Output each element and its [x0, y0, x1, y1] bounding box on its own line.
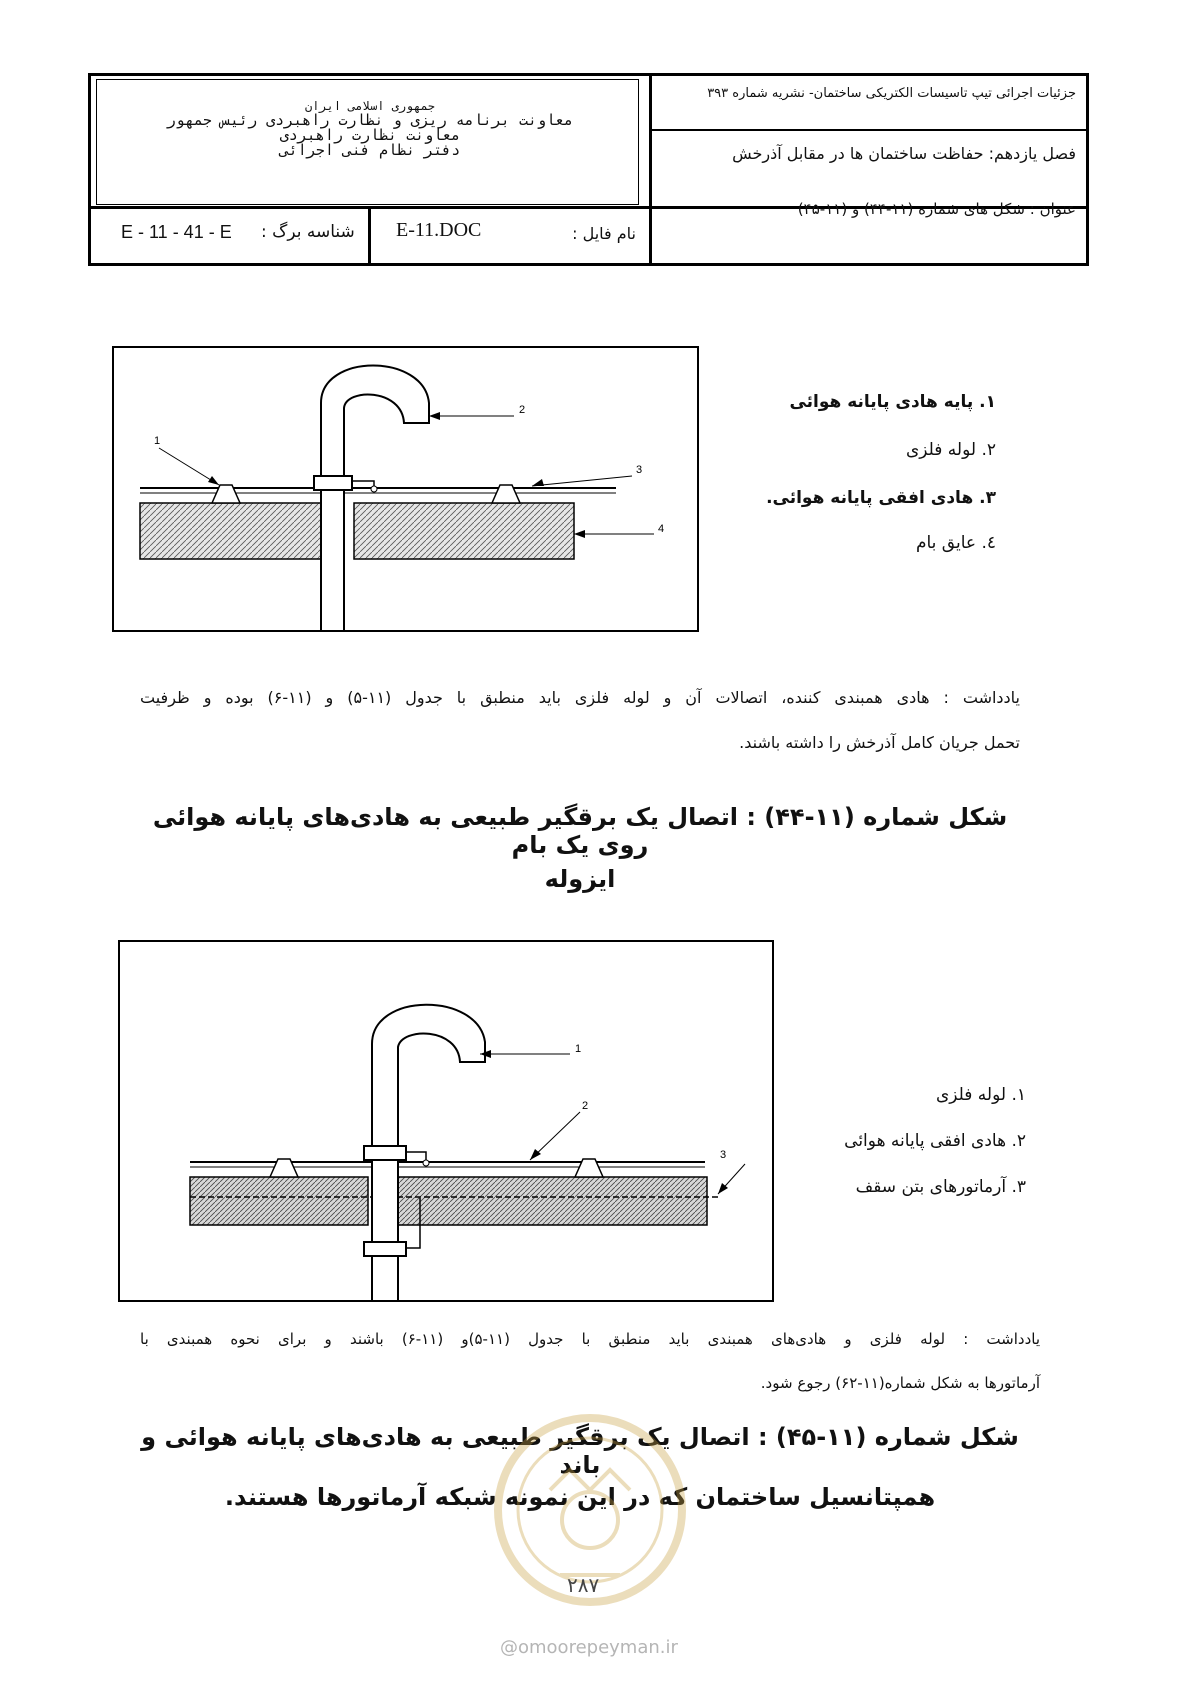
file-label: نام فایل : — [572, 224, 636, 243]
callout-4: 4 — [658, 523, 665, 535]
figure-45-note-line-2: آرماتورها به شکل شماره(۱۱-۶۲) رجوع شود. — [760, 1374, 1040, 1392]
chapter-title: فصل یازدهم: حفاظت ساختمان ها در مقابل آذرخش — [732, 144, 1076, 163]
figure-44-legend-3: ۳. هادی افقی پایانه هوائی. — [766, 488, 996, 508]
sheet-id-value: E - 11 - 41 - E — [121, 222, 232, 242]
concrete-slab-right — [395, 1177, 707, 1225]
callout-1: 1 — [154, 435, 161, 447]
figure-44-legend-1: ۱. پایه هادی پایانه هوائی — [789, 392, 996, 412]
figure-44-svg — [114, 348, 697, 630]
header-divider-file — [368, 207, 371, 263]
figure-45-legend-1: ۱. لوله فلزی — [935, 1085, 1026, 1105]
at-icon: @ — [500, 1637, 518, 1658]
roof-insulation-left — [140, 503, 332, 559]
concrete-slab-left — [190, 1177, 368, 1225]
watermark-site: @omoorepeyman.ir — [500, 1637, 678, 1658]
header-divider-h1 — [652, 129, 1086, 131]
figure-45-caption-line-2: همپتانسیل ساختمان که در این نمونه شبکه آرماتورها هستند. — [224, 1483, 936, 1511]
callout-3: 3 — [636, 464, 643, 476]
callout-2: 2 — [582, 1100, 589, 1112]
figure-45-caption-line-1: شکل شماره (۱۱-۴۵) : اتصال یک برقگیر طبیعی به هادی‌های پایانه هوائی و باند — [141, 1423, 1019, 1479]
pipe-clamp-bottom — [364, 1242, 406, 1256]
figure-45-svg — [120, 942, 772, 1300]
sheet-title: عنوان : شکل های شماره (۱۱-۴۴) و (۱۱-۴۵) — [797, 200, 1076, 218]
figure-44-legend-4: ٤. عایق بام — [915, 533, 996, 553]
org-line-1: جمهوری اسلامی ایران — [304, 99, 436, 113]
pipe-clamp — [314, 476, 352, 490]
callout-3: 3 — [720, 1149, 727, 1161]
callout-1: 1 — [575, 1043, 582, 1055]
figure-44-drawing — [112, 346, 699, 632]
figure-44-note-line-1: یادداشت : هادی همبندی کننده، اتصالات آن و لوله فلزی باید منطبق با جدول (۱۱-۵) و (۱۱-۶) بوده و ظرفیت — [140, 688, 1020, 707]
pipe-clamp-top — [364, 1146, 406, 1160]
org-line-2: معاونت برنامه ریزی و نظارت راهبردی رئیس جمهور — [166, 111, 574, 129]
org-line-4: دفتر نظام فنی اجرائی — [279, 141, 461, 159]
figure-45-drawing — [118, 940, 774, 1302]
callout-2: 2 — [519, 404, 526, 416]
figure-44-legend-2: ۲. لوله فلزی — [905, 440, 996, 460]
page-number: ۲۸۷ — [567, 1575, 600, 1597]
org-line-3: معاونت نظارت راهبردی — [279, 126, 461, 144]
header-divider-vertical — [649, 76, 652, 263]
organization-name — [100, 100, 640, 158]
figure-44-note-line-2: تحمل جریان کامل آذرخش را داشته باشند. — [739, 733, 1020, 752]
figure-45-legend-2: ۲. هادی افقی پایانه هوائی — [844, 1131, 1026, 1151]
file-value: E-11.DOC — [396, 219, 482, 241]
sheet-id-label: شناسه برگ : — [261, 222, 355, 242]
publication-title: جزئیات اجرائی تیپ تاسیسات الکتریکی ساختمان- نشریه شماره ۳۹۳ — [707, 86, 1076, 101]
figure-44-caption-line-2: ایزوله — [544, 865, 616, 893]
figure-44-caption-line-1: شکل شماره (۱۱-۴۴) : اتصال یک برقگیر طبیعی به هادی‌های پایانه هوائی روی یک بام — [152, 803, 1008, 859]
figure-45-legend-3: ۳. آرماتورهای بتن سقف — [855, 1177, 1026, 1197]
metal-pipe — [372, 1005, 485, 1272]
figure-45-note-line-1: یادداشت : لوله فلزی و هادی‌های همبندی باید منطبق با جدول (۱۱-۵)و (۱۱-۶) باشند و برای نحوه همبندی با — [140, 1330, 1041, 1348]
roof-insulation-right — [354, 503, 574, 559]
